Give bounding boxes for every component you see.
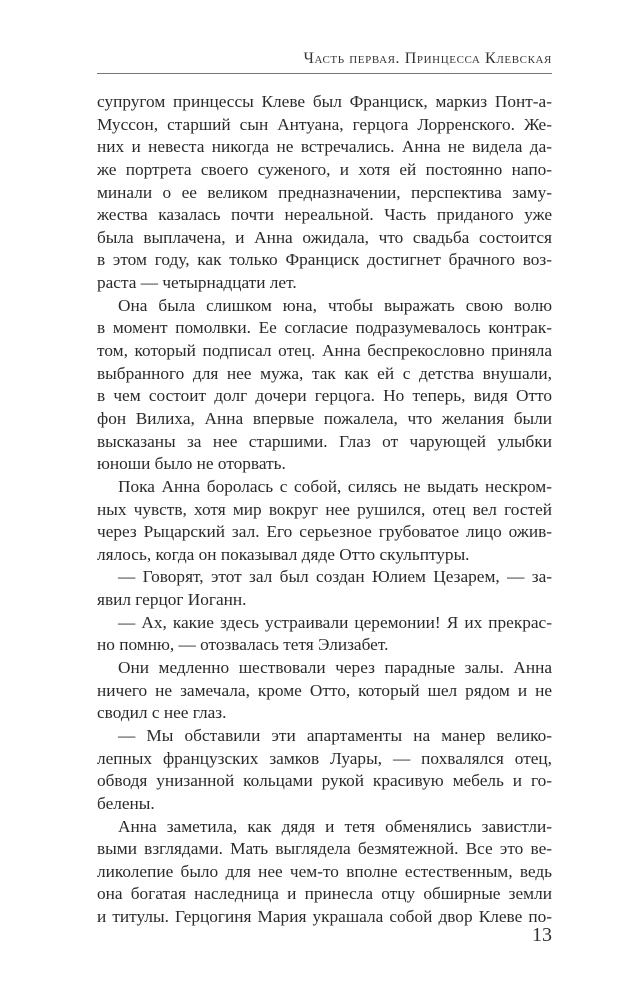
- paragraph: [97, 612, 552, 657]
- text-line: белены.: [97, 793, 155, 813]
- text-line: в чем состоит долг дочери герцога. Но теперь, видя Отто: [97, 386, 552, 406]
- text-line: супругом принцессы Клеве был Франциск, маркиз Понт-а-: [97, 92, 552, 111]
- text-line: высказаны за нее старшими. Глаз от чарующей улыбки: [97, 431, 552, 451]
- text-line: ликолепие было для нее чем-то вполне естественным, ведь: [97, 861, 552, 881]
- paragraph: [97, 295, 552, 476]
- header-rule: [97, 73, 552, 74]
- text-line: в момент помолвки. Ее согласие подразумевалось контрак-: [97, 318, 552, 338]
- text-line: была выплачена, и Анна ожидала, что свадьба состоится: [97, 227, 552, 247]
- page-number: 13: [532, 924, 552, 946]
- text-line: Пока Анна боролась с собой, силясь не выдать нескром-: [118, 476, 552, 496]
- text-line: лепных французских замков Луары, — похвалялся отец,: [97, 748, 552, 768]
- text-line: Анна заметила, как дядя и тетя обменялись завистли-: [118, 816, 552, 836]
- text-line: и титулы. Герцогиня Мария украшала собой двор Клеве по-: [97, 907, 552, 927]
- paragraph: [97, 816, 552, 929]
- text-line: жества казалась почти нереальной. Часть приданого уже: [97, 205, 552, 225]
- text-line: же портрета своего суженого, и хотя ей постоянно напо-: [97, 159, 552, 179]
- text-line: — Говорят, этот зал был создан Юлием Цезарем, — за-: [118, 567, 552, 587]
- text-line: выми взглядами. Мать выглядела безмятежной. Все это ве-: [97, 839, 552, 859]
- body-text: [97, 91, 552, 929]
- text-line: но помню, — отозвалась тетя Элизабет.: [97, 635, 389, 655]
- text-line: обводя унизанной кольцами рукой красивую мебель и го-: [97, 771, 552, 791]
- text-line: ных чувств, хотя мир вокруг нее рушился, отец вел гостей: [97, 499, 552, 519]
- paragraph: [97, 91, 552, 295]
- text-line: сводил с нее глаз.: [97, 703, 227, 723]
- paragraph: [97, 476, 552, 567]
- text-line: лялось, когда он показывал дяде Отто скульптуры.: [97, 544, 470, 564]
- running-head: Часть первая. Принцесса Клевская: [303, 50, 552, 67]
- text-line: ничего не замечала, кроме Отто, который шел рядом и не: [97, 680, 552, 700]
- text-line: Она была слишком юна, чтобы выражать свою волю: [118, 295, 552, 315]
- paragraph: [97, 725, 552, 816]
- paragraph: [97, 566, 552, 611]
- text-line: том, который подписал отец. Анна беспрекословно приняла: [97, 341, 552, 361]
- text-line: юноши было не оторвать.: [97, 454, 286, 474]
- paragraph: [97, 657, 552, 725]
- text-line: в этом году, как только Франциск достигнет брачного воз-: [97, 250, 552, 270]
- text-line: Муссон, старший сын Антуана, герцога Лорренского. Же-: [97, 114, 552, 134]
- text-line: раста — четырнадцати лет.: [97, 273, 297, 293]
- text-line: выбранного для нее мужа, так как ей с детства внушали,: [97, 363, 552, 383]
- text-line: фон Вилиха, Анна впервые пожалела, что желания были: [97, 408, 552, 428]
- text-line: минали о ее великом предназначении, перспектива заму-: [97, 182, 552, 202]
- text-line: — Ах, какие здесь устраивали церемонии! Я их прекрас-: [118, 612, 552, 632]
- text-line: Они медленно шествовали через парадные залы. Анна: [118, 658, 552, 678]
- text-line: них и невеста никогда не встречались. Анна не видела да-: [97, 137, 552, 157]
- text-line: она богатая наследница и принесла отцу обширные земли: [97, 884, 552, 904]
- text-line: через Рыцарский зал. Его серьезное грубоватое лицо ожив-: [97, 522, 552, 542]
- text-line: явил герцог Иоганн.: [97, 590, 247, 610]
- text-line: — Мы обставили эти апартаменты на манер велико-: [118, 725, 552, 745]
